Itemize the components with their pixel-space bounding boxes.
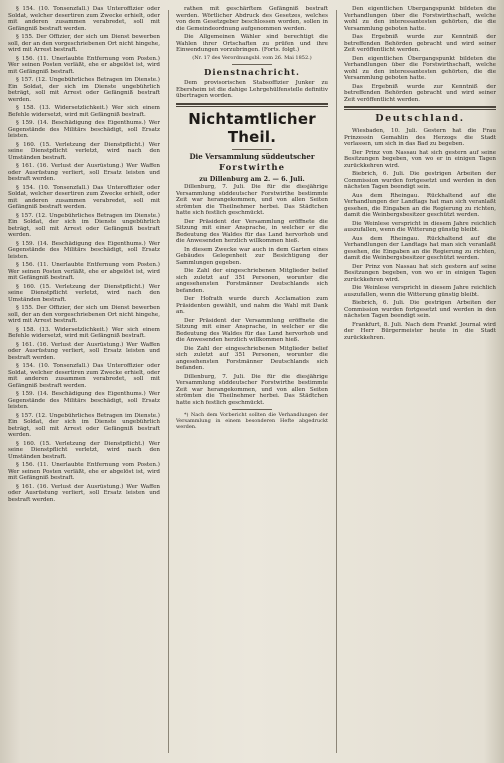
column-rule-right (336, 10, 337, 753)
paragraph: Die Zahl der eingeschriebenen Mitglieder belief sich zuletzt auf 351 Personen, worunter die angesehensten Forstmänner Deutschlands sich befanden. (176, 268, 328, 294)
article-title-line1: Die Versammlung süddeutscher (189, 151, 315, 161)
heading-nichtamtlicher-theil: Nichtamtlicher Theil. (188, 109, 316, 146)
paragraph: Das Ergebniß wurde zur Kenntniß der betreffenden Behörden gebracht und wird seiner Zeit veröffentlicht werden. (344, 83, 496, 103)
paragraph: § 161. (16. Verlust der Ausrüstung.) Wer Waffen oder Ausrüstung verliert, soll Ersatz leisten und bestraft werden. (8, 341, 160, 361)
paragraph: Den eigentlichen Übergangspunkt bildeten die Verhandlungen über die Forstwirthschaft, welche wohl zu den interessantesten gehörten, die die Versammlung geboten hatte. (344, 6, 496, 32)
paragraph: § 154. (10. Tonsenzfall.) Das Unteroffizier oder Soldat, welcher desertiren zum Zwecke erhielt, oder mit anderen zusammen verabredet, soll mit Gefängniß bestraft werden. (8, 6, 160, 32)
paragraph: § 160. (15. Verletzung der Dienstpflicht.) Wer seine Dienstpflicht verletzt, wird nach den Umständen bestraft. (8, 283, 160, 303)
paragraph: § 157. (12. Ungebührliches Betragen im Dienste.) Ein Soldat, der sich im Dienste ungebührlich beträgt, soll mit Arrest oder Gefängniß bestraft werden. (8, 212, 160, 238)
paragraph: Die Weinlese verspricht in diesem Jahre reichlich auszufallen, wenn die Witterung günstig bleibt. (344, 285, 496, 298)
heading-deutschland: Deutschland. (375, 113, 465, 124)
paragraph: Dem provisorischen Stabsoffizier Junker zu Ebersheim ist die dahige Lehrgehülfenstelle definitiv übertragen worden. (176, 80, 328, 100)
paragraph: § 155. Der Offizier, der sich um Dienst bewerben soll, der an den vorgeschriebenen Ort nicht hingehe, wird mit Arrest bestraft. (8, 305, 160, 324)
paragraph: § 158. (13. Widersetzlichkeit.) Wer sich einem Befehle widersetzt, wird mit Gefängniß bestraft. (8, 105, 160, 118)
paragraph: § 161. (16. Verlust der Ausrüstung.) Wer Waffen oder Ausrüstung verliert, soll Ersatz leisten und bestraft werden. (8, 163, 160, 182)
separator (232, 409, 272, 410)
paragraph: Das Ergebniß wurde zur Kenntniß der betreffenden Behörden gebracht und wird seiner Zeit veröffentlicht werden. (344, 34, 496, 53)
paragraph: § 160. (15. Verletzung der Dienstpflicht.) Wer seine Dienstpflicht verletzt, wird nach den Umständen bestraft. (8, 141, 160, 161)
article-subtitle: zu Dillenburg am 2. — 6. Juli. (199, 175, 305, 184)
paragraph: Der Präsident der Versammlung eröffnete die Sitzung mit einer Ansprache, in welcher er die Bedeutung des Waldes für das Land hervorhob und die Anwesenden herzlich willkommen hieß. (176, 218, 328, 245)
paragraph: § 157. (12. Ungebührliches Betragen im Dienste.) Ein Soldat, der sich im Dienste ungebührlich beträgt, soll mit Arrest oder Gefängniß bestraft werden. (8, 412, 160, 438)
paragraph: Biebrich, 6. Juli. Die gestrigen Arbeiten der Commission wurden fortgesetzt und werden in den nächsten Tagen beendigt sein. (344, 300, 496, 319)
paragraph: Biebrich, 6. Juli. Die gestrigen Arbeiten der Commission wurden fortgesetzt und werden in den nächsten Tagen beendigt sein. (344, 171, 496, 190)
paragraph: Die Zahl der eingeschriebenen Mitglieder belief sich zuletzt auf 351 Personen, worunter die angesehensten Forstmänner Deutschlands sich befanden. (176, 345, 328, 372)
paragraph: § 155. Der Offizier, der sich um Dienst bewerben soll, der an den vorgeschriebenen Ort nicht hingehe, wird mit Arrest bestraft. (8, 34, 160, 53)
paragraph: § 156. (11. Unerlaubte Entfernung vom Posten.) Wer seinen Posten verläßt, ehe er abgelöst ist, wird mit Gefängniß bestraft. (8, 55, 160, 75)
paragraph: § 156. (11. Unerlaubte Entfernung vom Posten.) Wer seinen Posten verläßt, ehe er abgelöst ist, wird mit Gefängniß bestraft. (8, 462, 160, 481)
paragraph: Die Weinlese verspricht in diesem Jahre reichlich auszufallen, wenn die Witterung günstig bleibt. (344, 220, 496, 233)
paragraph: In diesem Zwecke war auch in dem Garten eines Gebäudes Gelegenheit zur Besichtigung der Sammlungen gegeben. (176, 246, 328, 266)
separator (232, 64, 272, 65)
section-divider (176, 103, 328, 107)
heading-dienstnachricht: Dienstnachricht. (204, 68, 300, 79)
paragraph: Der Prinz von Nassau hat sich gestern auf seine Besitzungen begeben, von wo er in einigen Tagen zurückkehren wird. (344, 263, 496, 283)
column-right (344, 6, 496, 757)
paragraph: § 158. (13. Widersetzlichkeit.) Wer sich einem Befehle widersetzt, wird mit Gefängniß bestraft. (8, 326, 160, 339)
paragraph: Der Prinz von Nassau hat sich gestern auf seine Besitzungen begeben, von wo er in einigen Tagen zurückkehren wird. (344, 149, 496, 169)
paragraph: Dillenburg, 7. Juli. Die für die diesjährige Versammlung süddeutscher Forstwirthe bestimmte Zeit war herangekommen, und von allen Seiten strömten die Theilnehmer herbei. Das Städtchen hatte sich festlich geschmückt. (176, 184, 328, 217)
paragraph: § 156. (11. Unerlaubte Entfernung vom Posten.) Wer seinen Posten verläßt, ehe er abgelöst ist, wird mit Gefängniß bestraft. (8, 262, 160, 281)
section-divider (344, 106, 496, 110)
article-title-line2: Forstwirthe (219, 163, 285, 174)
paragraph: § 157. (12. Ungebührliches Betragen im Dienste.) Ein Soldat, der sich im Dienste ungebührlich beträgt, soll mit Arrest oder Gefängniß bestraft werden. (8, 77, 160, 103)
column-rule-left (168, 10, 169, 753)
paragraph: Aus dem Rheingau. Rückhaltend auf die Verhandlungen der Landtags hat man sich veranlaßt gesehen, die Eingaben an die Regierung zu richten, damit die Weinbergsbesitzer geschützt werden. (344, 192, 496, 218)
paragraph: Dillenburg, 7. Juli. Die für die diesjährige Versammlung süddeutscher Forstwirthe bestimmte Zeit war herangekommen, und von allen Seiten strömten die Theilnehmer herbei. Das Städtchen hatte sich festlich geschmückt. (176, 373, 328, 406)
paragraph: § 161. (16. Verlust der Ausrüstung.) Wer Waffen oder Ausrüstung verliert, soll Ersatz leisten und bestraft werden. (8, 483, 160, 503)
paragraph: Den eigentlichen Übergangspunkt bildeten die Verhandlungen über die Forstwirthschaft, welche wohl zu den interessantesten gehörten, die die Versammlung geboten hatte. (344, 55, 496, 81)
paragraph: Der Hofrath wurde durch Acclamation zum Präsidenten gewählt, und nahm die Wahl mit Dank an. (176, 296, 328, 316)
column-middle (176, 6, 328, 757)
paragraph: § 160. (15. Verletzung der Dienstpflicht.) Wer seine Dienstpflicht verletzt, wird nach den Umständen bestraft. (8, 440, 160, 460)
column-left (8, 6, 160, 757)
paragraph: Aus dem Rheingau. Rückhaltend auf die Verhandlungen der Landtags hat man sich veranlaßt gesehen, die Eingaben an die Regierung zu richten, damit die Weinbergsbesitzer geschützt werden. (344, 235, 496, 261)
paragraph: Der Präsident der Versammlung eröffnete die Sitzung mit einer Ansprache, in welcher er die Bedeutung des Waldes für das Land hervorhob und die Anwesenden herzlich willkommen hieß. (176, 317, 328, 344)
paragraph: § 154. (10. Tonsenzfall.) Das Unteroffizier oder Soldat, welcher desertiren zum Zwecke erhielt, oder mit anderen zusammen verabredet, soll mit Gefängniß bestraft werden. (8, 184, 160, 210)
separator (232, 149, 272, 150)
footnote: *) Nach dem Vorbericht sollten die Verhandlungen der Versammlung in einem besonderen Hefte abgedruckt werden. (176, 412, 328, 431)
paragraph: Wiesbaden, 10. Juli. Gestern hat die Frau Prinzessin Gemahlin des Herzogs die Stadt verlassen, um sich in das Bad zu begeben. (344, 128, 496, 147)
paragraph: rathen mit geschärftem Gefängniß bestraft werden. Wörtlicher Abdruck des Gesetzes, welches von dem Gesetzgeber beschlossen worden, sollen in die Gemeindeordnung aufgenommen werden. (176, 6, 328, 32)
paragraph: § 159. (14. Beschädigung des Eigenthums.) Wer Gegenstände des Militärs beschädigt, soll Ersatz leisten. (8, 391, 160, 410)
paragraph: § 159. (14. Beschädigung des Eigenthums.) Wer Gegenstände des Militärs beschädigt, soll Ersatz leisten. (8, 240, 160, 260)
paragraph: § 159. (14. Beschädigung des Eigenthums.) Wer Gegenstände des Militärs beschädigt, soll Ersatz leisten. (8, 120, 160, 139)
paragraph: Frankfurt, 8. Juli. Nach dem Frankf. Journal wird der Herr Bürgermeister heute in die Stadt zurückkehren. (344, 321, 496, 341)
paragraph: § 154. (10. Tonsenzfall.) Das Unteroffizier oder Soldat, welcher desertiren zum Zwecke erhielt, oder mit anderen zusammen verabredet, soll mit Gefängniß bestraft werden. (8, 363, 160, 389)
source-note: (Nr. 17 des Verordnungsbl. vom 26. Mai 1852.) (192, 54, 312, 61)
paragraph: Die Allgemeinen Wähler sind berechtigt die Wahlen ihrer Ortschaften zu prüfen und ihre Einwendungen vorzubringen. (Forts. folgt.) (176, 34, 328, 53)
